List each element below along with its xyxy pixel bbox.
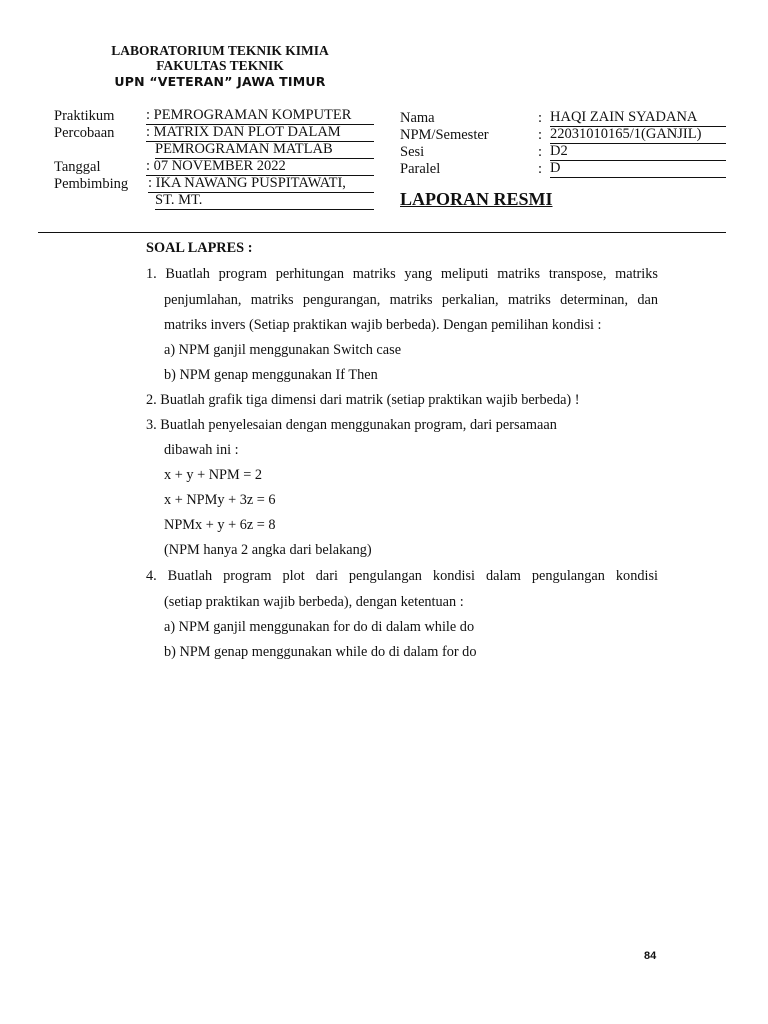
question-3-line-1: 3. Buatlah penyelesaian dengan menggunakan program, dari persamaan — [146, 417, 557, 433]
pembimbing-value-line1: : IKA NAWANG PUSPITAWATI, — [148, 176, 374, 193]
question-1-option-a: a) NPM ganjil menggunakan Switch case — [164, 342, 402, 358]
sesi-label: Sesi — [400, 144, 425, 160]
university-name: UPN “VETERAN” JAWA TIMUR — [114, 74, 326, 89]
question-4-line-2: (setiap praktikan wajib berbeda), dengan ketentuan : — [164, 594, 464, 610]
percobaan-label: Percobaan — [54, 125, 115, 141]
page-number: 84 — [644, 950, 657, 962]
equation-1: x + y + NPM = 2 — [164, 467, 263, 483]
question-1-line-3: matriks invers (Setiap praktikan wajib berbeda). Dengan pemilihan kondisi : — [164, 317, 602, 333]
question-2: 2. Buatlah grafik tiga dimensi dari matrik (setiap praktikan wajib berbeda) ! — [146, 392, 580, 408]
question-4-option-a: a) NPM ganjil menggunakan for do di dalam while do — [164, 619, 475, 635]
report-title: LAPORAN RESMI — [400, 189, 553, 209]
question-3-note: (NPM hanya 2 angka dari belakang) — [164, 542, 372, 558]
question-4-line-1: 4. Buatlah program plot dari pengulangan kondisi dalam pengulangan kondisi — [146, 568, 658, 584]
lab-name: LABORATORIUM TEKNIK KIMIA — [111, 43, 329, 58]
tanggal-label: Tanggal — [54, 159, 101, 175]
npm-semester-label: NPM/Semester — [400, 127, 489, 143]
pembimbing-label: Pembimbing — [54, 176, 129, 192]
tanggal-value: : 07 NOVEMBER 2022 — [146, 159, 374, 176]
paralel-colon: : — [538, 161, 543, 177]
question-1-line-1: 1. Buatlah program perhitungan matriks yang meliputi matriks transpose, matriks — [146, 266, 658, 282]
praktikum-value: : PEMROGRAMAN KOMPUTER — [146, 108, 374, 125]
npm-semester-value: 22031010165/1(GANJIL) — [550, 127, 726, 144]
section-heading: SOAL LAPRES : — [146, 240, 253, 256]
equation-3: NPMx + y + 6z = 8 — [164, 517, 276, 533]
header-divider — [38, 232, 726, 233]
pembimbing-value-line2: ST. MT. — [155, 193, 374, 210]
equation-2: x + NPMy + 3z = 6 — [164, 492, 276, 508]
faculty-name: FAKULTAS TEKNIK — [156, 58, 284, 73]
question-1-option-b: b) NPM genap menggunakan If Then — [164, 367, 378, 383]
question-1-line-2: penjumlahan, matriks pengurangan, matriks perkalian, matriks determinan, dan — [164, 292, 658, 308]
nama-colon: : — [538, 110, 543, 126]
nama-value: HAQI ZAIN SYADANA — [550, 110, 726, 127]
paralel-label: Paralel — [400, 161, 441, 177]
sesi-colon: : — [538, 144, 543, 160]
percobaan-value-line1: : MATRIX DAN PLOT DALAM — [146, 125, 374, 142]
percobaan-value-line2: PEMROGRAMAN MATLAB — [155, 142, 374, 159]
nama-label: Nama — [400, 110, 435, 126]
paralel-value: D — [550, 161, 726, 178]
npm-colon: : — [538, 127, 543, 143]
question-3-line-2: dibawah ini : — [164, 442, 239, 458]
sesi-value: D2 — [550, 144, 726, 161]
praktikum-label: Praktikum — [54, 108, 115, 124]
question-4-option-b: b) NPM genap menggunakan while do di dalam for do — [164, 644, 477, 660]
